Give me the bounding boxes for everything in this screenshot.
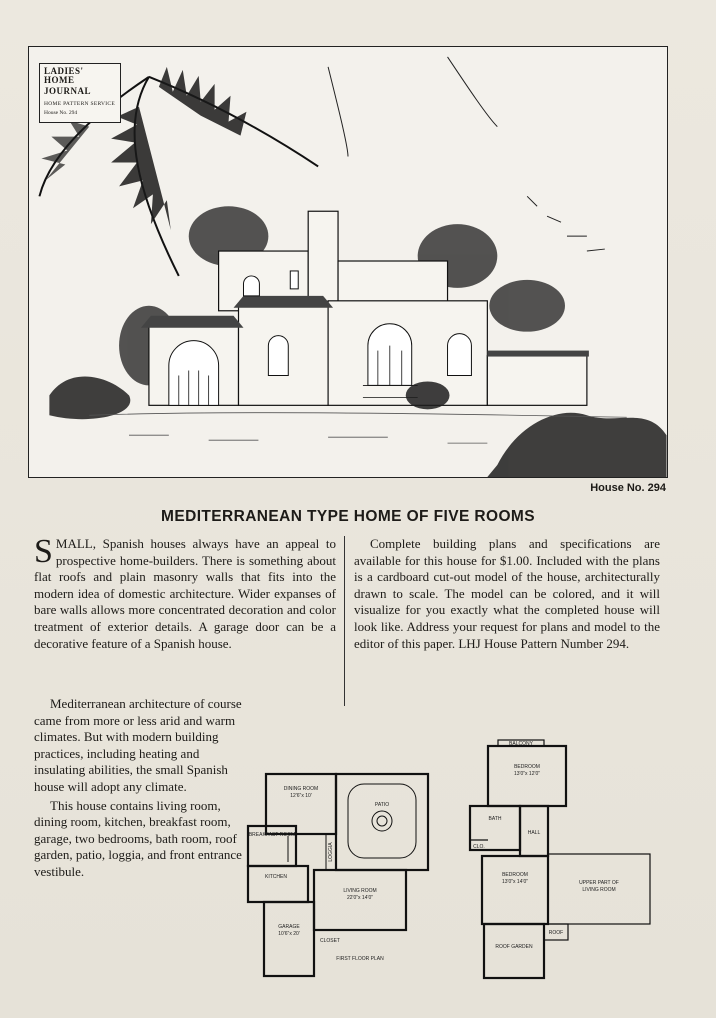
plan-label-dining: DINING ROOM — [283, 786, 319, 792]
house-drawing — [29, 47, 667, 477]
plan-label-loggia: LOGGIA — [328, 842, 334, 862]
plan-label-bedroom2: BEDROOM — [502, 872, 528, 878]
plan-label-roof: ROOF — [548, 930, 564, 936]
second-floor-plan — [462, 736, 654, 982]
logo-line3: HOME PATTERN SERVICE — [44, 101, 116, 107]
plan-label-upper-living: LIVING ROOM — [582, 887, 616, 893]
intro-paragraph: MALL, Spanish houses always have an appeal to prospective home-builders. There is something about flat roofs and plain masonry walls that fits into the modern idea of domestic architecture. Wider expanses of bare walls allows more concentrated decoration and color treatment of exterior details. A garage door can be a decorative feature of a Spanish house. — [34, 536, 336, 651]
plan-label-bedroom2-dim: 13'0"x 14'0" — [501, 879, 529, 885]
plan-caption-first-floor: FIRST FLOOR PLAN — [336, 956, 384, 962]
architecture-paragraph: Mediterranean architecture of course came from more or less arid and warm climates. But with modern building practices, including heating and insulating abilities, the small Spanish house will adopt any climate. — [34, 696, 242, 794]
plan-label-hall: HALL — [527, 830, 541, 836]
plan-label-garage-dim: 10'6"x 20' — [278, 931, 300, 937]
plan-label-kitchen: KITCHEN — [265, 874, 287, 880]
first-floor-plan — [244, 766, 430, 980]
ladies-home-journal-logo — [39, 63, 121, 123]
article-title: MEDITERRANEAN TYPE HOME OF FIVE ROOMS — [161, 508, 535, 525]
logo-line2: JOURNAL — [44, 86, 92, 96]
plan-label-living: LIVING ROOM — [343, 888, 377, 894]
house-number: House No. 294 — [590, 482, 666, 494]
plan-label-bath: BATH — [488, 816, 502, 822]
plan-label-closet: CLO. — [473, 844, 485, 850]
drop-cap: S — [34, 533, 53, 570]
column-divider — [344, 536, 345, 706]
plan-label-upper-part: UPPER PART OF — [579, 880, 619, 886]
plan-label-living-dim: 22'0"x 14'0" — [346, 895, 374, 901]
right-column — [354, 536, 660, 652]
rooms-paragraph: This house contains living room, dining room, kitchen, breakfast room, garage, two bedrooms, bath room, roof garden, patio, loggia, and front entrance vestibule. — [34, 797, 242, 879]
plan-label-breakfast: BREAKFAST ROOM — [248, 832, 296, 838]
plan-label-garage: GARAGE — [278, 924, 300, 930]
plan-label-dining-dim: 12'6"x 10' — [290, 793, 312, 799]
plan-label-patio: PATIO — [374, 802, 390, 808]
plan-label-closet: CLOSET — [319, 938, 341, 944]
plan-label-bedroom1-dim: 13'0"x 12'0" — [513, 771, 541, 777]
plan-label-balcony: BALCONY — [509, 741, 533, 747]
house-illustration — [28, 46, 668, 478]
plan-label-roof-garden: ROOF GARDEN — [495, 944, 533, 950]
left-column — [34, 533, 336, 652]
plans-paragraph: Complete building plans and specifications are available for this house for $1.00. Included with the plans is a cardboard cut-out model of the house, architecturally drawn to scale. The model can be colored, and it will visualize for you exactly what the completed house will look like. Address your request for plans and model to the editor of this paper. LHJ House Pattern Number 294. — [354, 536, 660, 651]
narrow-column — [34, 696, 244, 883]
logo-line4: House No. 294 — [44, 109, 78, 116]
logo-line1: LADIES' HOME — [44, 66, 84, 85]
plan-label-bedroom1: BEDROOM — [514, 764, 540, 770]
